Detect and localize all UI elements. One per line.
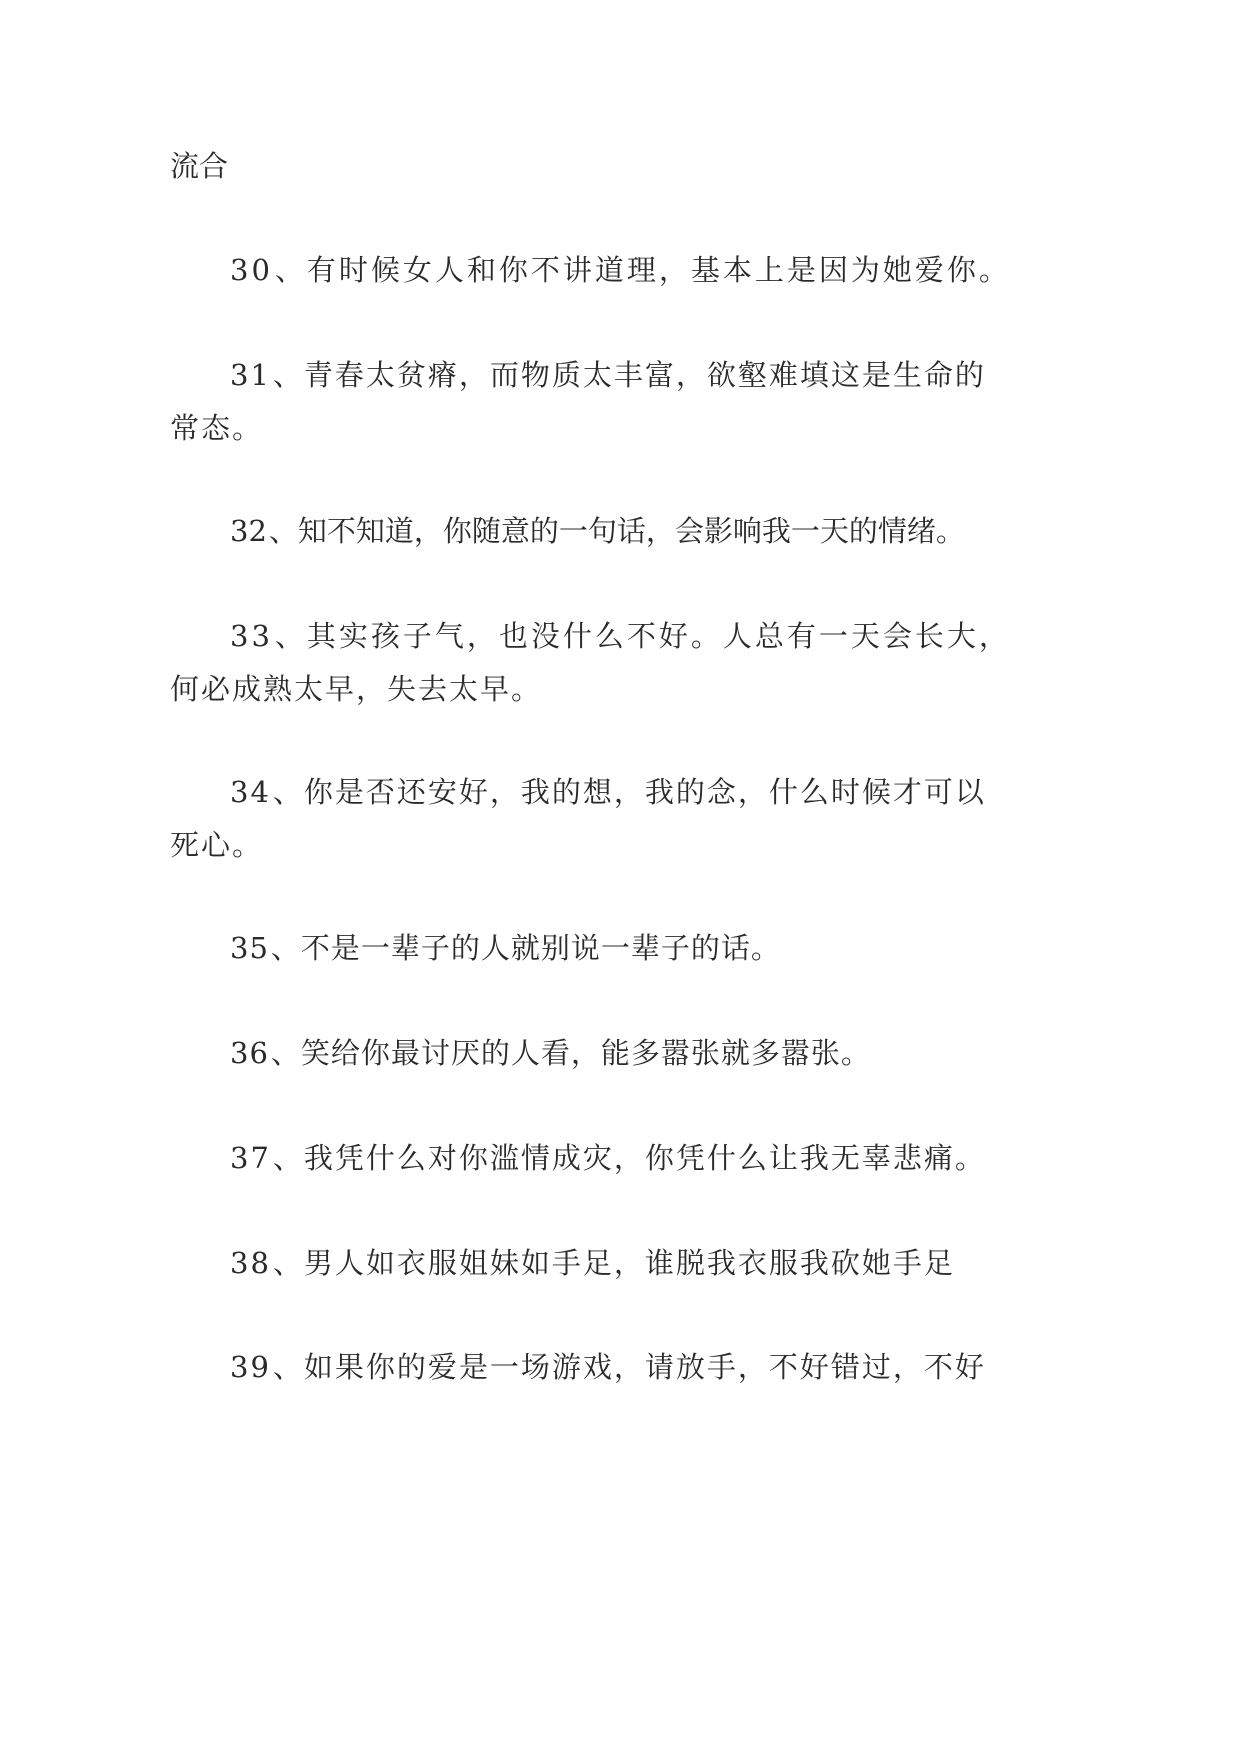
quote-number: 30 bbox=[230, 253, 273, 287]
quote-35 bbox=[230, 930, 781, 966]
quote-34-continuation bbox=[170, 827, 263, 863]
quote-text: 、笑给你最讨厌的人看，能多嚣张就多嚣张。 bbox=[270, 1036, 871, 1070]
quote-number: 37 bbox=[230, 1141, 271, 1175]
line-text: 流合 bbox=[170, 149, 229, 183]
quote-number: 33 bbox=[230, 619, 273, 653]
quote-number: 32 bbox=[230, 514, 267, 548]
quote-text: 何必成熟太早，失去太早。 bbox=[170, 672, 543, 706]
quote-text: 、男人如衣服姐妹如手足，谁脱我衣服我砍她手足 bbox=[272, 1246, 955, 1280]
quote-text: 死心。 bbox=[170, 828, 264, 862]
quote-text: 、我凭什么对你滥情成灾，你凭什么让我无辜悲痛。 bbox=[272, 1141, 986, 1175]
quote-text: 、如果你的爱是一场游戏，请放手，不好错过，不好 bbox=[272, 1350, 986, 1384]
quote-33 bbox=[230, 618, 1011, 654]
quote-39 bbox=[230, 1349, 986, 1385]
quote-37 bbox=[230, 1140, 986, 1176]
quote-number: 35 bbox=[230, 931, 269, 965]
quote-30 bbox=[230, 252, 1011, 288]
quote-number: 39 bbox=[230, 1350, 271, 1384]
quote-32 bbox=[230, 513, 965, 549]
quote-number: 31 bbox=[230, 358, 271, 392]
text-line-continuation bbox=[170, 148, 228, 184]
quote-33-continuation bbox=[170, 671, 542, 707]
quote-text: 、青春太贫瘠，而物质太丰富，欲壑难填这是生命的 bbox=[272, 358, 986, 392]
quote-text: 、有时候女人和你不讲道理，基本上是因为她爱你。 bbox=[274, 253, 1011, 287]
quote-text: 、不是一辈子的人就别说一辈子的话。 bbox=[270, 931, 781, 965]
quote-38 bbox=[230, 1245, 955, 1281]
quote-text: 常态。 bbox=[170, 411, 264, 445]
quote-number: 34 bbox=[230, 775, 271, 809]
quote-number: 36 bbox=[230, 1036, 269, 1070]
quote-31 bbox=[230, 357, 986, 393]
quote-text: 、你是否还安好，我的想，我的念，什么时候才可以 bbox=[272, 775, 986, 809]
quote-36 bbox=[230, 1035, 871, 1071]
quote-text: 、知不知道，你随意的一句话，会影响我一天的情绪。 bbox=[268, 514, 965, 548]
quote-34 bbox=[230, 774, 986, 810]
quote-number: 38 bbox=[230, 1246, 271, 1280]
quote-text: 、其实孩子气，也没什么不好。人总有一天会长大， bbox=[274, 619, 1011, 653]
quote-31-continuation bbox=[170, 410, 263, 446]
